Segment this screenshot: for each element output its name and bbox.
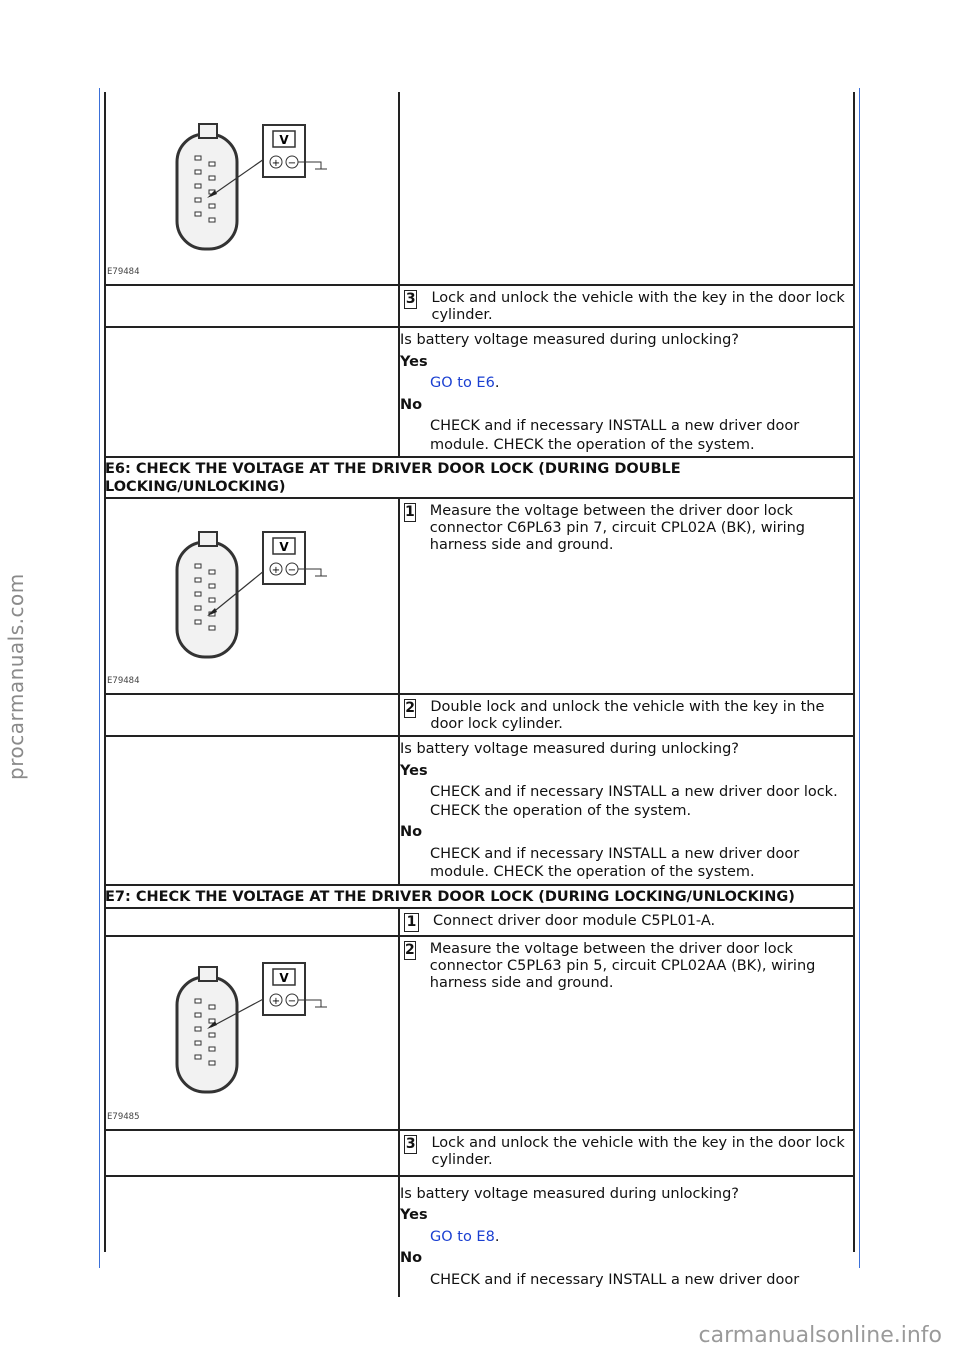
figure-row	[105, 92, 854, 286]
figure-label: E79484	[107, 267, 140, 277]
step-number: 3	[405, 291, 416, 307]
step-text: Double lock and unlock the vehicle with the key in the door lock cylinder.	[430, 699, 825, 732]
step-number: 2	[405, 941, 415, 958]
svg-text:−: −	[287, 995, 297, 1007]
question-text: Is battery voltage measured during unlocking?	[400, 741, 739, 757]
step-row	[105, 695, 854, 737]
voltmeter	[263, 963, 327, 1015]
connector-voltmeter-figure	[105, 499, 395, 689]
step-number: 1	[404, 913, 419, 932]
svg-text:−: −	[287, 158, 297, 169]
question-row: Is battery voltage measured during unlocking? Yes GO to E8. No CHECK and if necessary INSTALL a new driver door	[105, 1177, 854, 1297]
step-number: 2	[405, 700, 416, 716]
question-row: Is battery voltage measured during unlocking? Yes GO to E6. No CHECK and if necessary INSTALL a new driver door module. CHECK the operation of the system.	[105, 328, 854, 458]
question-text: Is battery voltage measured during unlocking?	[400, 1185, 739, 1202]
answer-yes-label: Yes	[400, 762, 428, 779]
go-to-e6-link[interactable]: GO to E6	[430, 375, 495, 391]
voltmeter	[263, 125, 327, 177]
question-row	[105, 737, 854, 886]
frame-line-left-outer	[99, 88, 100, 1268]
section-header-e6: E6: CHECK THE VOLTAGE AT THE DRIVER DOOR LOCK (DURING DOUBLE LOCKING/UNLOCKING)	[105, 458, 854, 499]
figure-label: E79484	[107, 676, 140, 686]
answer-no-label: No	[400, 1250, 423, 1266]
svg-text:+: +	[271, 158, 281, 169]
answer-yes-text: CHECK and if necessary INSTALL a new driver door lock. CHECK the operation of the system.	[430, 784, 838, 819]
connector-voltmeter-figure	[105, 937, 395, 1127]
step-row	[105, 286, 854, 328]
step-number: 1	[405, 504, 415, 520]
figure-cell	[105, 937, 400, 1129]
step-text: Measure the voltage between the driver door lock connector C5PL63 pin 5, circuit CPL02AA (BK), wiring harness side and ground.	[429, 940, 816, 991]
step-number: 3	[405, 1135, 416, 1152]
frame-line-right-outer	[859, 88, 860, 1268]
go-to-e8-link[interactable]: GO to E8	[430, 1228, 495, 1245]
answer-yes-label: Yes	[400, 1207, 428, 1223]
answer-no-text: CHECK and if necessary INSTALL a new driver door module. CHECK the operation of the system.	[430, 845, 800, 880]
side-watermark: procarmanuals.com	[4, 573, 28, 780]
section-header-e7: E7: CHECK THE VOLTAGE AT THE DRIVER DOOR LOCK (DURING LOCKING/UNLOCKING)	[105, 886, 854, 909]
step-text: Measure the voltage between the driver door lock connector C6PL63 pin 7, circuit CPL02A (BK), wiring harness side and ground.	[429, 503, 806, 553]
figure-cell	[105, 499, 400, 693]
svg-text:−: −	[287, 565, 297, 576]
svg-text:V: V	[279, 970, 289, 985]
svg-text:V: V	[279, 133, 289, 147]
answer-no-text: CHECK and if necessary INSTALL a new driver door	[430, 1271, 800, 1288]
step-row	[105, 909, 854, 937]
step-text: Lock and unlock the vehicle with the key in the door lock cylinder.	[431, 1134, 845, 1168]
step-row	[105, 1131, 854, 1177]
procedure-table	[105, 92, 854, 1297]
figure-cell	[105, 92, 400, 284]
svg-text:+: +	[271, 995, 281, 1007]
figure-step-row	[105, 937, 854, 1131]
answer-no-label: No	[400, 824, 423, 840]
answer-no-label: No	[400, 396, 423, 413]
step-text: Connect driver door module C5PL01-A.	[433, 912, 716, 929]
figure-label: E79485	[107, 1111, 140, 1122]
step-text: Lock and unlock the vehicle with the key in the door lock cylinder.	[431, 290, 845, 323]
voltmeter	[263, 532, 327, 584]
connector-voltmeter-figure	[105, 92, 395, 282]
question-text: Is battery voltage measured during unlocking?	[400, 332, 739, 348]
bottom-watermark: carmanualsonline.info	[698, 1323, 942, 1348]
svg-text:+: +	[271, 565, 281, 576]
svg-text:V: V	[279, 540, 289, 554]
answer-no-text: CHECK and if necessary INSTALL a new driver door module. CHECK the operation of the system.	[430, 418, 800, 453]
answer-yes-label: Yes	[400, 353, 428, 370]
figure-step-row	[105, 499, 854, 695]
